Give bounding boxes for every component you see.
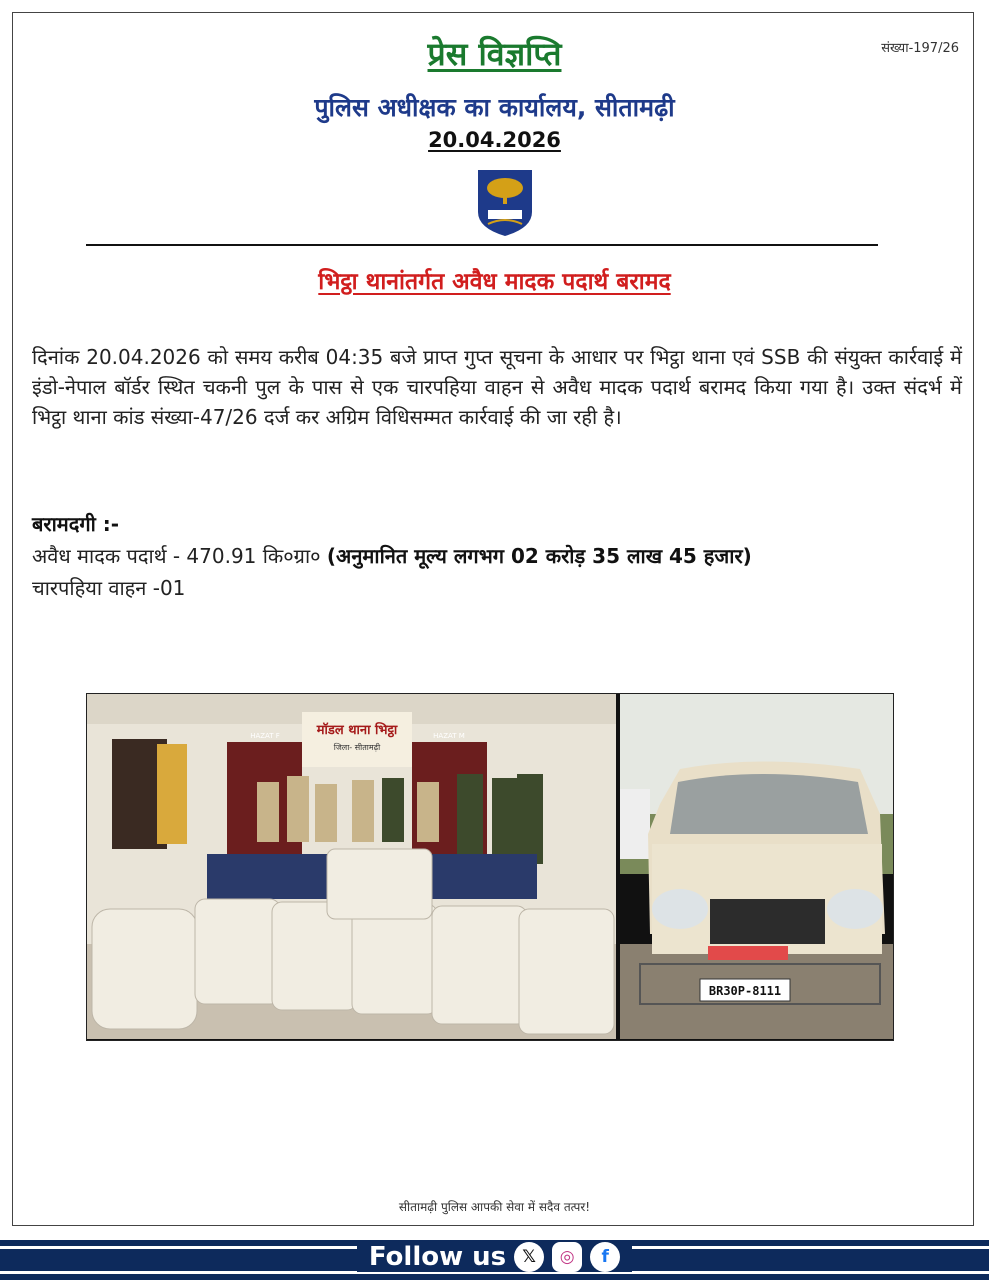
recovery-heading: बरामदगी :- (32, 512, 120, 536)
police-station-photo (87, 694, 616, 1039)
recovery-item-narcotics (32, 542, 752, 569)
follow-us-row (0, 1242, 989, 1272)
headline: भिट्ठा थानांतर्गत अवैध मादक पदार्थ बरामद (318, 269, 671, 295)
footer-tagline: सीतामढ़ी पुलिस आपकी सेवा में सदैव तत्पर! (398, 1200, 591, 1214)
recovery-item-label: अवैध मादक पदार्थ - 470.91 कि०ग्रा० (32, 544, 321, 568)
instagram-icon[interactable]: ◎ (552, 1242, 582, 1272)
press-release-title: प्रेस विज्ञप्ति (427, 35, 562, 73)
bihar-police-emblem-icon (474, 168, 536, 238)
facebook-icon[interactable]: f (590, 1242, 620, 1272)
x-icon[interactable]: 𝕏 (514, 1242, 544, 1272)
vehicle-plate-text: BR30P-8111 (708, 984, 782, 998)
station-subsign-text: जिला- सीतामढ़ी (333, 743, 381, 752)
release-date: 20.04.2026 (428, 128, 561, 152)
recovery-item-vehicle: चारपहिया वाहन -01 (32, 576, 186, 600)
evidence-photos (86, 693, 894, 1041)
body-paragraph: दिनांक 20.04.2026 को समय करीब 04:35 बजे प्राप्त गुप्त सूचना के आधार पर भिट्ठा थाना एवं SSB की संयुक्त कार्रवाई में इंडो-नेपाल बॉर्डर स्थित चकनी पुल के पास से एक चारपहिया वाहन से अवैध मादक पदार्थ बरामद किया गया है। उक्त संदर्भ में भिट्ठा थाना कांड संख्या-47/26 दर्ज कर अग्रिम विधिसम्मत कार्रवाई की जा रही है। (32, 345, 962, 429)
follow-us-label: Follow us (368, 1242, 507, 1272)
station-sign-text: मॉडल थाना भिट्ठा (316, 723, 398, 738)
hazat-m-text: HAZAT M (433, 732, 465, 740)
reference-number: संख्या-197/26 (881, 41, 959, 56)
hazat-f-text: HAZAT F (250, 732, 280, 740)
office-name: पुलिस अधीक्षक का कार्यालय, सीतामढ़ी (314, 93, 675, 122)
seized-vehicle-photo (620, 694, 893, 1039)
recovery-item-value: (अनुमानित मूल्य लगभग 02 करोड़ 35 लाख 45 हजार) (326, 544, 752, 568)
header-divider (86, 244, 878, 246)
